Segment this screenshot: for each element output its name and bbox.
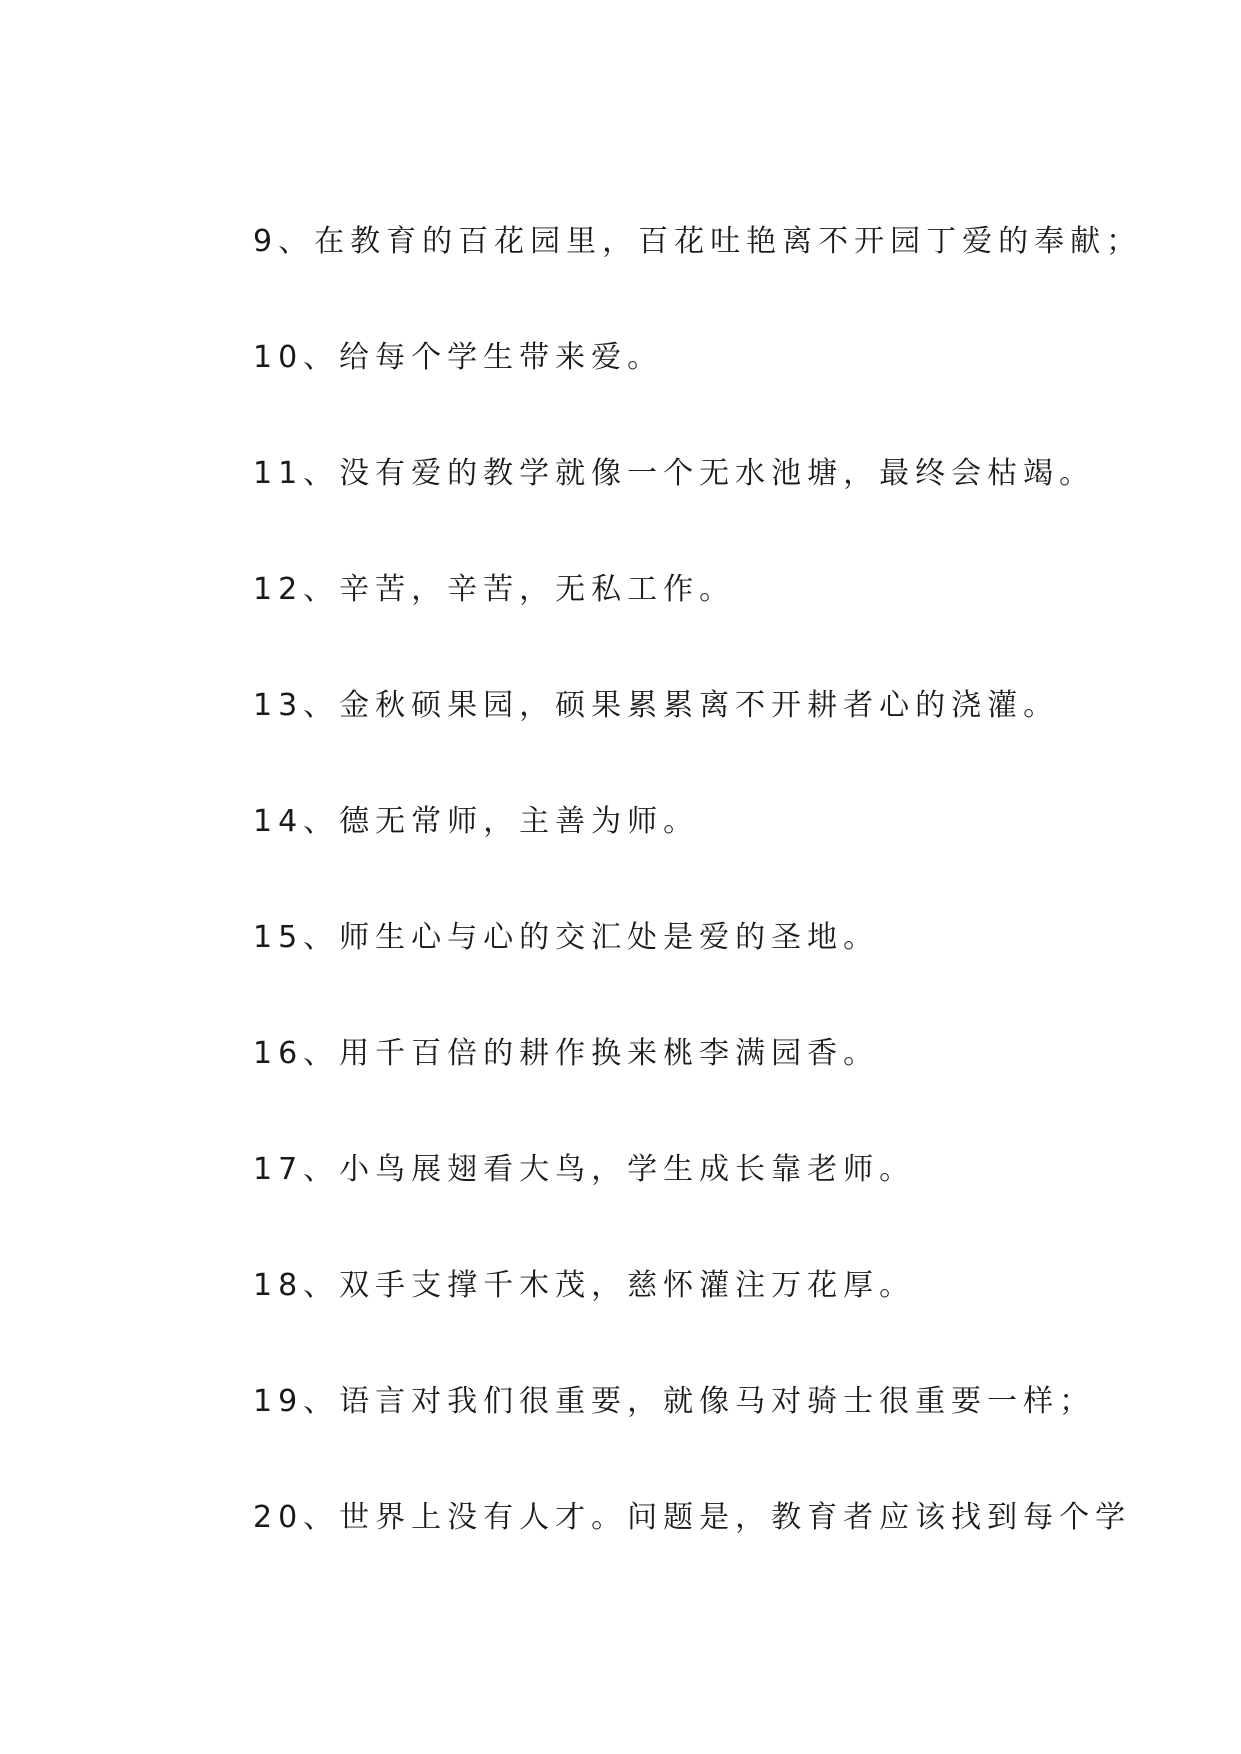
text-line: 17、小鸟展翅看大鸟，学生成长靠老师。 bbox=[253, 1152, 916, 1187]
text-line: 14、德无常师，主善为师。 bbox=[253, 804, 700, 839]
text-line: 18、双手支撑千木茂，慈怀灌注万花厚。 bbox=[253, 1268, 916, 1303]
text-line: 16、用千百倍的耕作换来桃李满园香。 bbox=[253, 1036, 880, 1071]
text-line: 20、世界上没有人才。问题是，教育者应该找到每个学 bbox=[253, 1500, 1132, 1535]
text-line: 12、辛苦，辛苦，无私工作。 bbox=[253, 572, 736, 607]
text-line: 19、语言对我们很重要，就像马对骑士很重要一样； bbox=[253, 1384, 1096, 1419]
text-line: 9、在教育的百花园里，百花吐艳离不开园丁爱的奉献； bbox=[253, 224, 1143, 259]
text-line: 15、师生心与心的交汇处是爱的圣地。 bbox=[253, 920, 880, 955]
text-line: 11、没有爱的教学就像一个无水池塘，最终会枯竭。 bbox=[253, 456, 1096, 491]
text-line: 13、金秋硕果园，硕果累累离不开耕者心的浇灌。 bbox=[253, 688, 1060, 723]
text-line: 10、给每个学生带来爱。 bbox=[253, 340, 664, 375]
